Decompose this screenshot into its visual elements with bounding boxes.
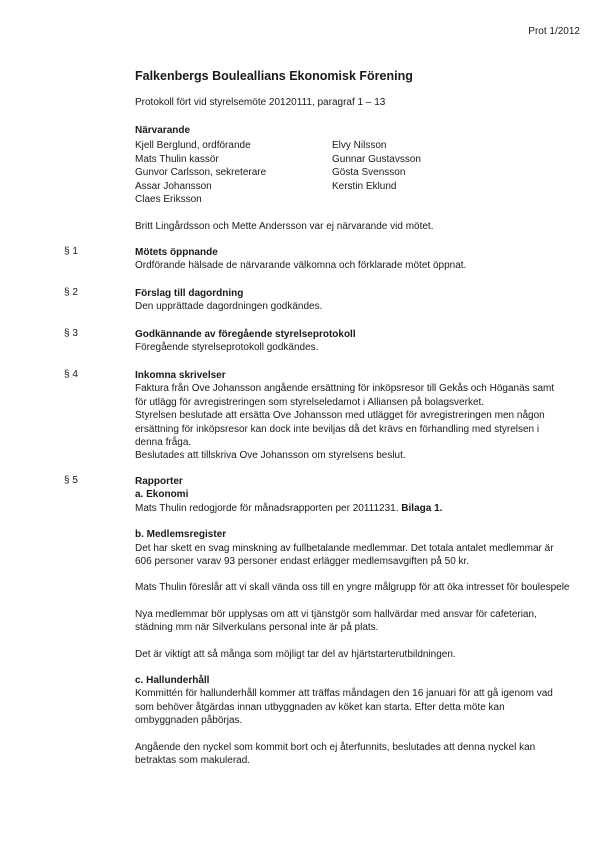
- section-title: Förslag till dagordning: [135, 288, 244, 299]
- organization-title: Falkenbergs Bouleallians Ekonomisk Förening: [135, 69, 413, 83]
- section-line: Faktura från Ove Johansson angående ersättning för inköpsresor till Gekås och Höganäs samt: [135, 383, 555, 395]
- section-number: § 1: [64, 246, 78, 257]
- hall-line: Angående den nyckel som kommit bort och ej återfunnits, beslutades att denna nyckel kan: [135, 741, 536, 753]
- section-body: [135, 369, 590, 463]
- section-title: Inkomna skrivelser: [135, 370, 226, 381]
- hall-line: Kommittén för hallunderhåll kommer att träffas måndagen den 16 januari för att gå igenom vad: [135, 688, 553, 700]
- section-line: Föregående styrelseprotokoll godkändes.: [135, 342, 319, 354]
- attendee: Elvy Nilsson: [332, 140, 387, 151]
- attendee: Claes Eriksson: [135, 194, 202, 205]
- hall-line: som behöver åtgärdas innan utbyggnaden av köket kan starta. Efter detta möte kan: [135, 701, 505, 713]
- attendee: Mats Thulin kassör: [135, 153, 219, 165]
- attendee: Gunnar Gustavsson: [332, 153, 421, 165]
- attendance-heading: Närvarande: [135, 125, 191, 136]
- attendee: Assar Johansson: [135, 180, 212, 192]
- subsection-title-hall: c. Hallunderhåll: [135, 675, 210, 687]
- economy-text: Mats Thulin redogjorde för månadsrapporten per 20111231.: [135, 502, 399, 514]
- section-body: [135, 475, 590, 768]
- protocol-subtitle: Protokoll fört vid styrelsemöte 20120111, paragraf 1 – 13: [135, 97, 386, 108]
- subsection-title-members: b. Medlemsregister: [135, 529, 227, 541]
- attendee: Gunvor Carlsson, sekreterare: [135, 167, 267, 178]
- section-line: Den upprättade dagordningen godkändes.: [135, 301, 323, 313]
- section-line: Beslutades att tillskriva Ove Johansson om styrelsens beslut.: [135, 450, 406, 462]
- attendance-left-list: [135, 139, 266, 207]
- economy-line: [135, 502, 590, 515]
- section-number: § 5: [64, 475, 78, 486]
- members-line: 606 personer varav 93 personer endast erlägger medlemsavgiften på 50 kr.: [135, 556, 470, 568]
- absent-note: Britt Lingårdsson och Mette Andersson var ej närvarande vid mötet.: [135, 221, 434, 232]
- members-line: Det har skett en svag minskning av fullbetalande medlemmar. Det totala antalet medlemmar är: [135, 542, 554, 554]
- section-title: Godkännande av föregående styrelseprotokoll: [135, 329, 356, 340]
- section-number: § 3: [64, 328, 78, 339]
- members-line: Nya medlemmar bör upplysas om att vi tjänstgör som hallvärdar med ansvar för cafeterian,: [135, 608, 537, 620]
- members-line: Det är viktigt att så många som möjligt tar del av hjärtstarterutbildningen.: [135, 648, 456, 660]
- hall-line: ombyggnaden påbörjas.: [135, 715, 243, 727]
- attendance-right-list: [332, 139, 421, 193]
- section-body: [135, 287, 590, 314]
- protocol-number: Prot 1/2012: [528, 26, 580, 37]
- section-body: [135, 246, 590, 273]
- members-line: städning mm när Silverkulans personal inte är på plats.: [135, 622, 379, 634]
- attendee: Kjell Berglund, ordförande: [135, 140, 251, 151]
- section-line: ersättning för inköpsresor kan dock inte beviljas då det krävs en förhandling med styrelsen i: [135, 423, 540, 435]
- section-title: Mötets öppnande: [135, 247, 218, 258]
- attendee: Gösta Svensson: [332, 167, 406, 178]
- hall-line: betraktas som makulerad.: [135, 755, 251, 767]
- members-line: Mats Thulin föreslår att vi skall vända oss till en yngre målgrupp för att öka intresset för boulespele: [135, 582, 570, 594]
- section-body: [135, 328, 590, 355]
- section-line: Ordförande hälsade de närvarande välkomna och förklarade mötet öppnat.: [135, 260, 467, 272]
- section-line: för utlägg för avregistreringen som styrelseledamot i Alliansen på bolagsverket.: [135, 396, 485, 408]
- section-number: § 4: [64, 369, 78, 380]
- section-number: § 2: [64, 287, 78, 298]
- attachment-ref: Bilaga 1.: [401, 502, 443, 514]
- section-line: denna fråga.: [135, 437, 192, 449]
- subsection-title-economy: a. Ekonomi: [135, 489, 189, 501]
- section-line: Styrelsen beslutade att ersätta Ove Johansson med utlägget för avregistreringen men någon: [135, 410, 545, 422]
- section-title: Rapporter: [135, 476, 183, 487]
- attendee: Kerstin Eklund: [332, 180, 397, 192]
